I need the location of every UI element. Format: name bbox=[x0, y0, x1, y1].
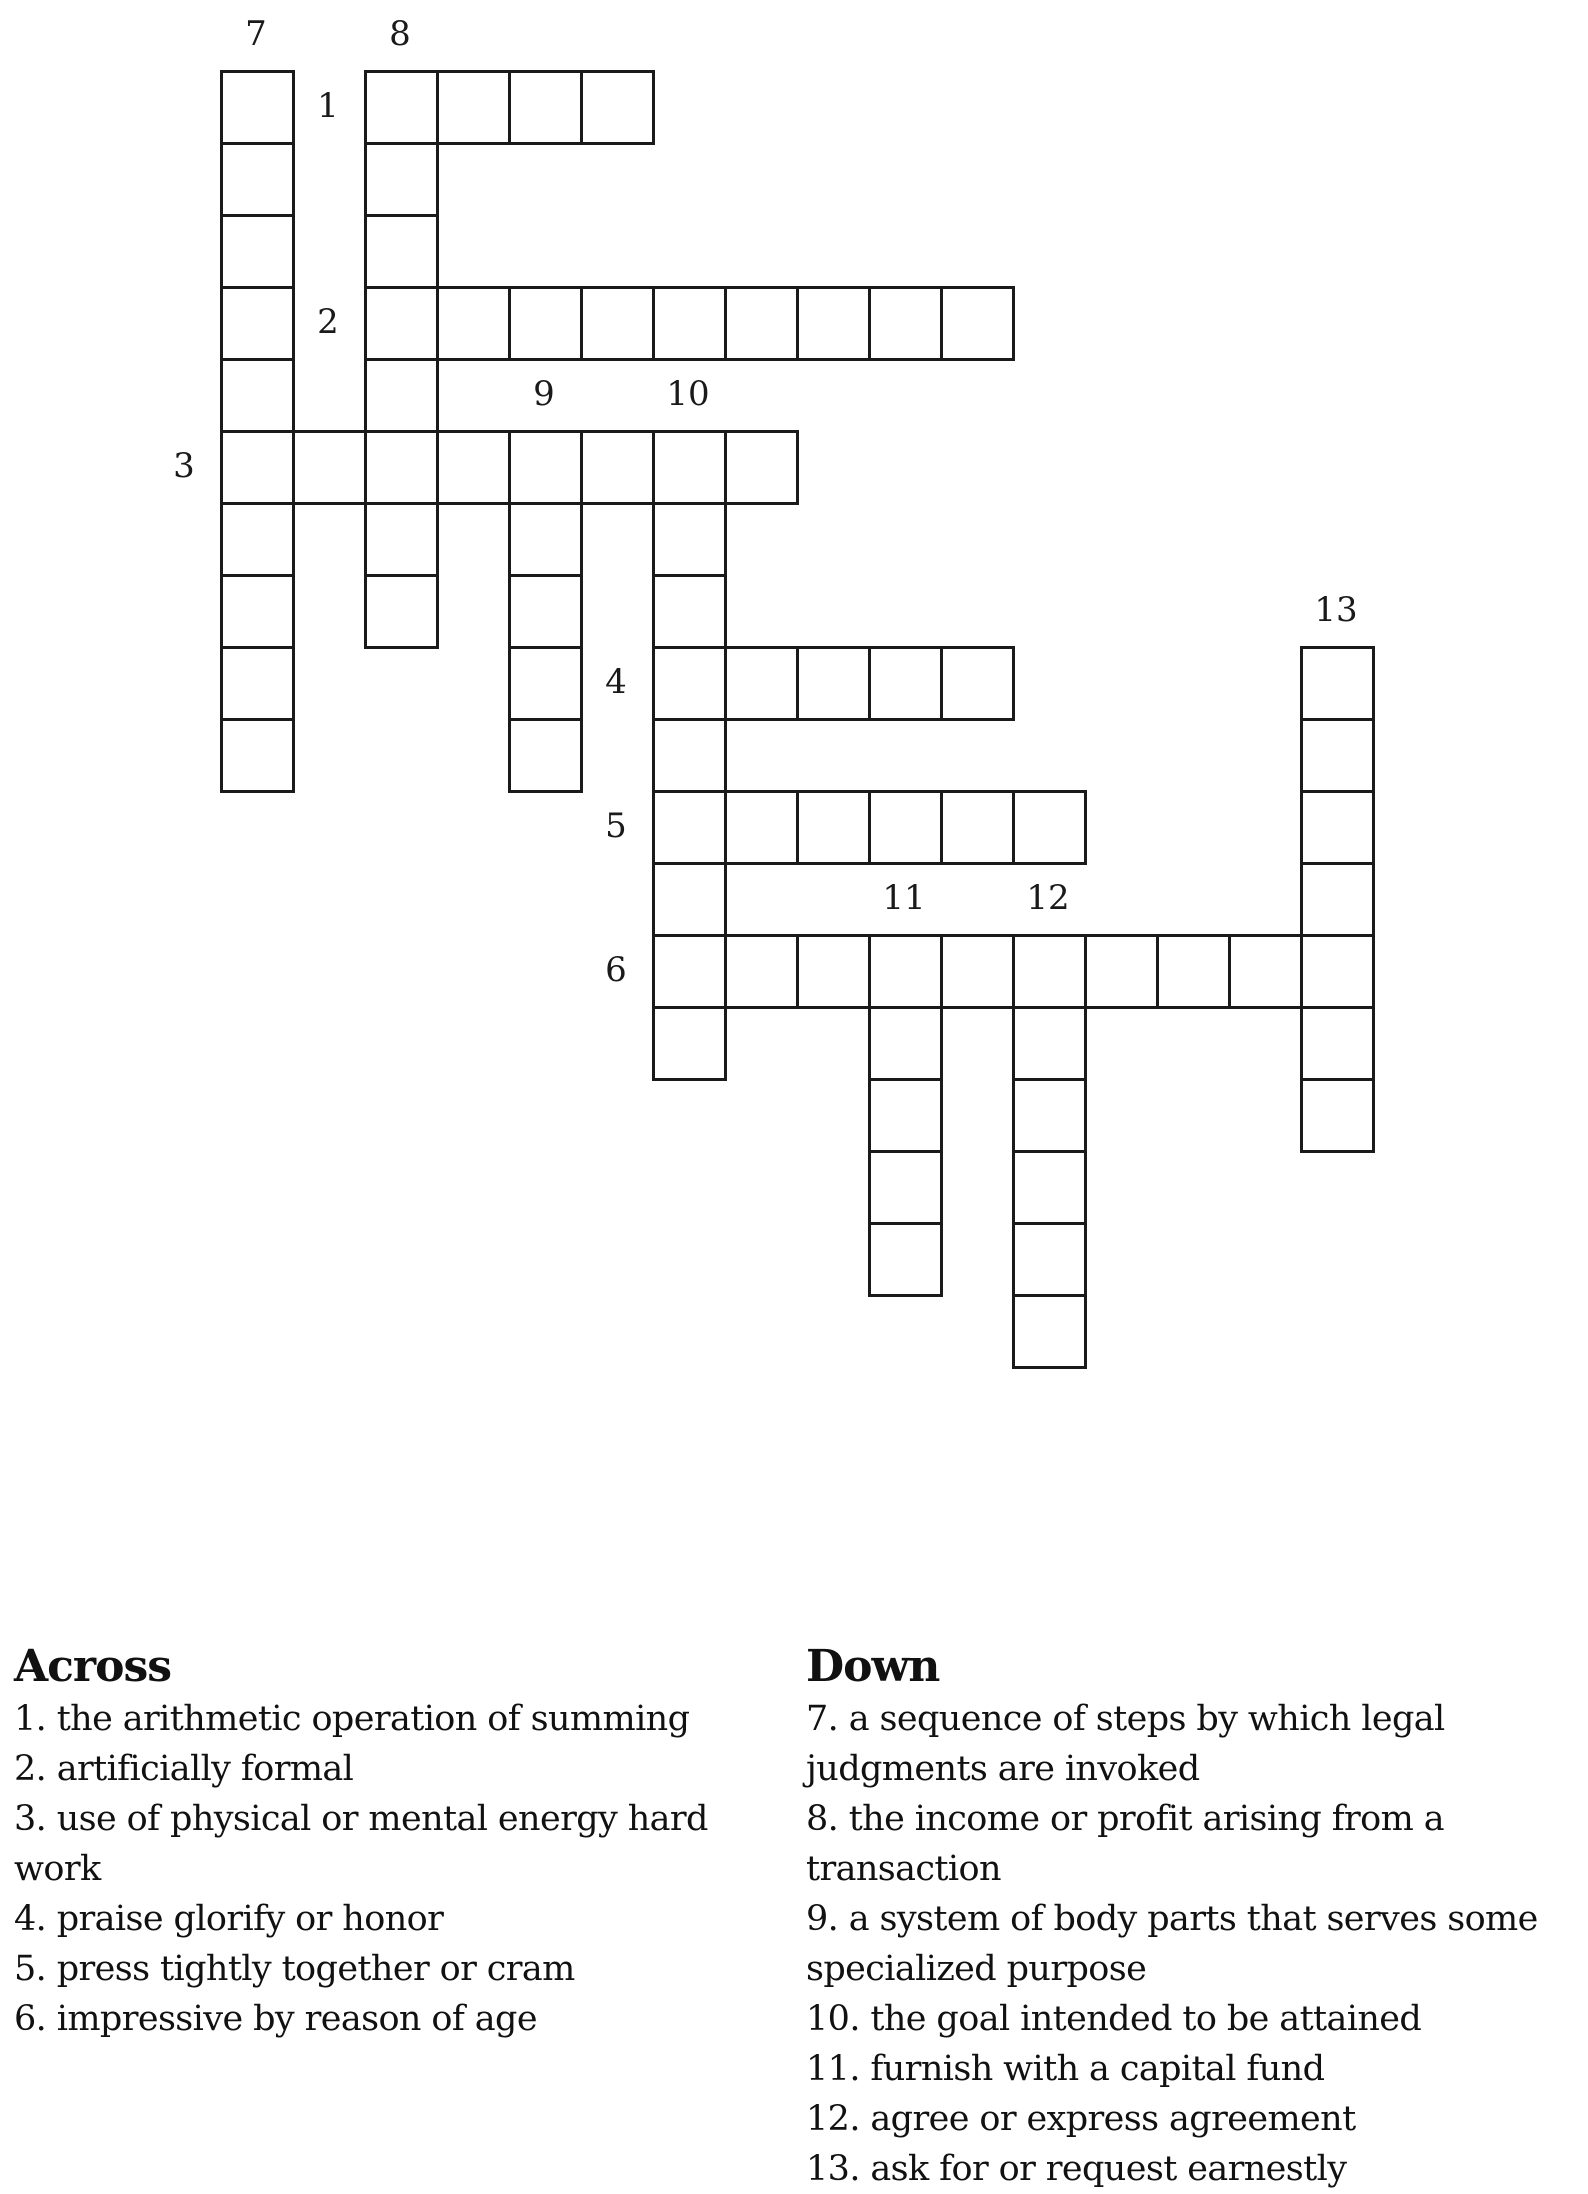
across-clue-list bbox=[14, 1694, 774, 2044]
grid-cell-r5-c3[interactable] bbox=[364, 358, 439, 433]
down-clue-10[interactable]: 10. the goal intended to be attained bbox=[806, 1999, 1422, 2039]
down-clue-13[interactable]: 13. ask for or request earnestly bbox=[806, 2149, 1347, 2189]
across-clue-5[interactable]: 5. press tightly together or cram bbox=[14, 1949, 575, 1989]
grid-cell-r9-c11[interactable] bbox=[940, 646, 1015, 721]
grid-cell-r11-c10[interactable] bbox=[868, 790, 943, 865]
grid-cell-r15-c10[interactable] bbox=[868, 1078, 943, 1153]
down-clue-11[interactable]: 11. furnish with a capital fund bbox=[806, 2049, 1325, 2089]
grid-cell-r1-c1[interactable] bbox=[220, 70, 295, 145]
clue-number-13: 13 bbox=[1314, 590, 1358, 630]
grid-cell-r8-c1[interactable] bbox=[220, 574, 295, 649]
grid-cell-r6-c4[interactable] bbox=[436, 430, 511, 505]
grid-cell-r4-c6[interactable] bbox=[580, 286, 655, 361]
grid-cell-r18-c12[interactable] bbox=[1012, 1294, 1087, 1369]
grid-cell-r11-c8[interactable] bbox=[724, 790, 799, 865]
grid-cell-r11-c9[interactable] bbox=[796, 790, 871, 865]
grid-cell-r13-c15[interactable] bbox=[1228, 934, 1303, 1009]
grid-cell-r6-c1[interactable] bbox=[220, 430, 295, 505]
grid-cell-r13-c8[interactable] bbox=[724, 934, 799, 1009]
grid-cell-r10-c5[interactable] bbox=[508, 718, 583, 793]
grid-cell-r4-c8[interactable] bbox=[724, 286, 799, 361]
clue-number-6: 6 bbox=[605, 950, 627, 990]
down-clue-9[interactable]: 9. a system of body parts that serves some specialized purpose bbox=[806, 1899, 1538, 1989]
grid-cell-r1-c5[interactable] bbox=[508, 70, 583, 145]
grid-cell-r9-c8[interactable] bbox=[724, 646, 799, 721]
grid-cell-r7-c5[interactable] bbox=[508, 502, 583, 577]
down-clue-7[interactable]: 7. a sequence of steps by which legal judgments are invoked bbox=[806, 1699, 1445, 1789]
grid-cell-r7-c3[interactable] bbox=[364, 502, 439, 577]
across-clue-1[interactable]: 1. the arithmetic operation of summing bbox=[14, 1699, 690, 1739]
grid-cell-r6-c2[interactable] bbox=[292, 430, 367, 505]
down-clues bbox=[806, 1640, 1586, 2194]
grid-cell-r4-c4[interactable] bbox=[436, 286, 511, 361]
grid-cell-r13-c12[interactable] bbox=[1012, 934, 1087, 1009]
grid-cell-r14-c16[interactable] bbox=[1300, 1006, 1375, 1081]
clue-number-10: 10 bbox=[666, 374, 710, 414]
grid-cell-r6-c8[interactable] bbox=[724, 430, 799, 505]
grid-cell-r17-c10[interactable] bbox=[868, 1222, 943, 1297]
grid-cell-r6-c6[interactable] bbox=[580, 430, 655, 505]
clue-number-9: 9 bbox=[533, 374, 555, 414]
grid-cell-r16-c10[interactable] bbox=[868, 1150, 943, 1225]
grid-cell-r8-c7[interactable] bbox=[652, 574, 727, 649]
grid-cell-r1-c4[interactable] bbox=[436, 70, 511, 145]
grid-cell-r13-c7[interactable] bbox=[652, 934, 727, 1009]
grid-cell-r4-c9[interactable] bbox=[796, 286, 871, 361]
grid-cell-r9-c7[interactable] bbox=[652, 646, 727, 721]
grid-cell-r14-c10[interactable] bbox=[868, 1006, 943, 1081]
grid-cell-r2-c3[interactable] bbox=[364, 142, 439, 217]
clue-number-3: 3 bbox=[173, 446, 195, 486]
down-clue-12[interactable]: 12. agree or express agreement bbox=[806, 2099, 1356, 2139]
grid-cell-r9-c9[interactable] bbox=[796, 646, 871, 721]
grid-cell-r11-c7[interactable] bbox=[652, 790, 727, 865]
clue-number-2: 2 bbox=[317, 302, 339, 342]
grid-cell-r16-c12[interactable] bbox=[1012, 1150, 1087, 1225]
grid-cell-r9-c10[interactable] bbox=[868, 646, 943, 721]
grid-cell-r4-c3[interactable] bbox=[364, 286, 439, 361]
grid-cell-r6-c3[interactable] bbox=[364, 430, 439, 505]
clue-number-7: 7 bbox=[245, 14, 267, 54]
grid-cell-r13-c11[interactable] bbox=[940, 934, 1015, 1009]
grid-cell-r10-c1[interactable] bbox=[220, 718, 295, 793]
grid-cell-r13-c13[interactable] bbox=[1084, 934, 1159, 1009]
grid-cell-r8-c3[interactable] bbox=[364, 574, 439, 649]
down-heading: Down bbox=[806, 1641, 940, 1692]
grid-cell-r9-c16[interactable] bbox=[1300, 646, 1375, 721]
grid-cell-r13-c16[interactable] bbox=[1300, 934, 1375, 1009]
across-heading: Across bbox=[14, 1641, 172, 1692]
grid-cell-r1-c6[interactable] bbox=[580, 70, 655, 145]
grid-cell-r4-c10[interactable] bbox=[868, 286, 943, 361]
clue-number-5: 5 bbox=[605, 806, 627, 846]
clue-number-11: 11 bbox=[882, 878, 926, 918]
grid-cell-r13-c14[interactable] bbox=[1156, 934, 1231, 1009]
grid-cell-r14-c7[interactable] bbox=[652, 1006, 727, 1081]
grid-cell-r2-c1[interactable] bbox=[220, 142, 295, 217]
grid-cell-r15-c16[interactable] bbox=[1300, 1078, 1375, 1153]
across-clue-4[interactable]: 4. praise glorify or honor bbox=[14, 1899, 444, 1939]
across-clue-2[interactable]: 2. artificially formal bbox=[14, 1749, 354, 1789]
grid-cell-r13-c9[interactable] bbox=[796, 934, 871, 1009]
clue-number-4: 4 bbox=[605, 662, 627, 702]
grid-cell-r5-c1[interactable] bbox=[220, 358, 295, 433]
grid-cell-r4-c1[interactable] bbox=[220, 286, 295, 361]
grid-cell-r7-c1[interactable] bbox=[220, 502, 295, 577]
across-clue-3[interactable]: 3. use of physical or mental energy hard work bbox=[14, 1799, 708, 1889]
grid-cell-r4-c5[interactable] bbox=[508, 286, 583, 361]
clue-number-1: 1 bbox=[317, 86, 339, 126]
grid-cell-r10-c16[interactable] bbox=[1300, 718, 1375, 793]
grid-cell-r9-c5[interactable] bbox=[508, 646, 583, 721]
grid-cell-r7-c7[interactable] bbox=[652, 502, 727, 577]
grid-cell-r15-c12[interactable] bbox=[1012, 1078, 1087, 1153]
clue-number-12: 12 bbox=[1026, 878, 1070, 918]
grid-cell-r4-c11[interactable] bbox=[940, 286, 1015, 361]
grid-cell-r11-c11[interactable] bbox=[940, 790, 1015, 865]
across-clues bbox=[14, 1640, 774, 2044]
grid-cell-r10-c7[interactable] bbox=[652, 718, 727, 793]
grid-cell-r1-c3[interactable] bbox=[364, 70, 439, 145]
grid-cell-r3-c3[interactable] bbox=[364, 214, 439, 289]
across-clue-6[interactable]: 6. impressive by reason of age bbox=[14, 1999, 537, 2039]
grid-cell-r8-c5[interactable] bbox=[508, 574, 583, 649]
grid-cell-r6-c5[interactable] bbox=[508, 430, 583, 505]
grid-cell-r9-c1[interactable] bbox=[220, 646, 295, 721]
grid-cell-r4-c7[interactable] bbox=[652, 286, 727, 361]
grid-cell-r11-c12[interactable] bbox=[1012, 790, 1087, 865]
grid-cell-r11-c16[interactable] bbox=[1300, 790, 1375, 865]
grid-cell-r6-c7[interactable] bbox=[652, 430, 727, 505]
grid-cell-r12-c16[interactable] bbox=[1300, 862, 1375, 937]
down-clue-8[interactable]: 8. the income or profit arising from a transaction bbox=[806, 1799, 1445, 1889]
grid-cell-r12-c7[interactable] bbox=[652, 862, 727, 937]
clue-number-8: 8 bbox=[389, 14, 411, 54]
grid-cell-r13-c10[interactable] bbox=[868, 934, 943, 1009]
grid-cell-r17-c12[interactable] bbox=[1012, 1222, 1087, 1297]
grid-cell-r14-c12[interactable] bbox=[1012, 1006, 1087, 1081]
grid-cell-r3-c1[interactable] bbox=[220, 214, 295, 289]
down-clue-list bbox=[806, 1694, 1586, 2194]
